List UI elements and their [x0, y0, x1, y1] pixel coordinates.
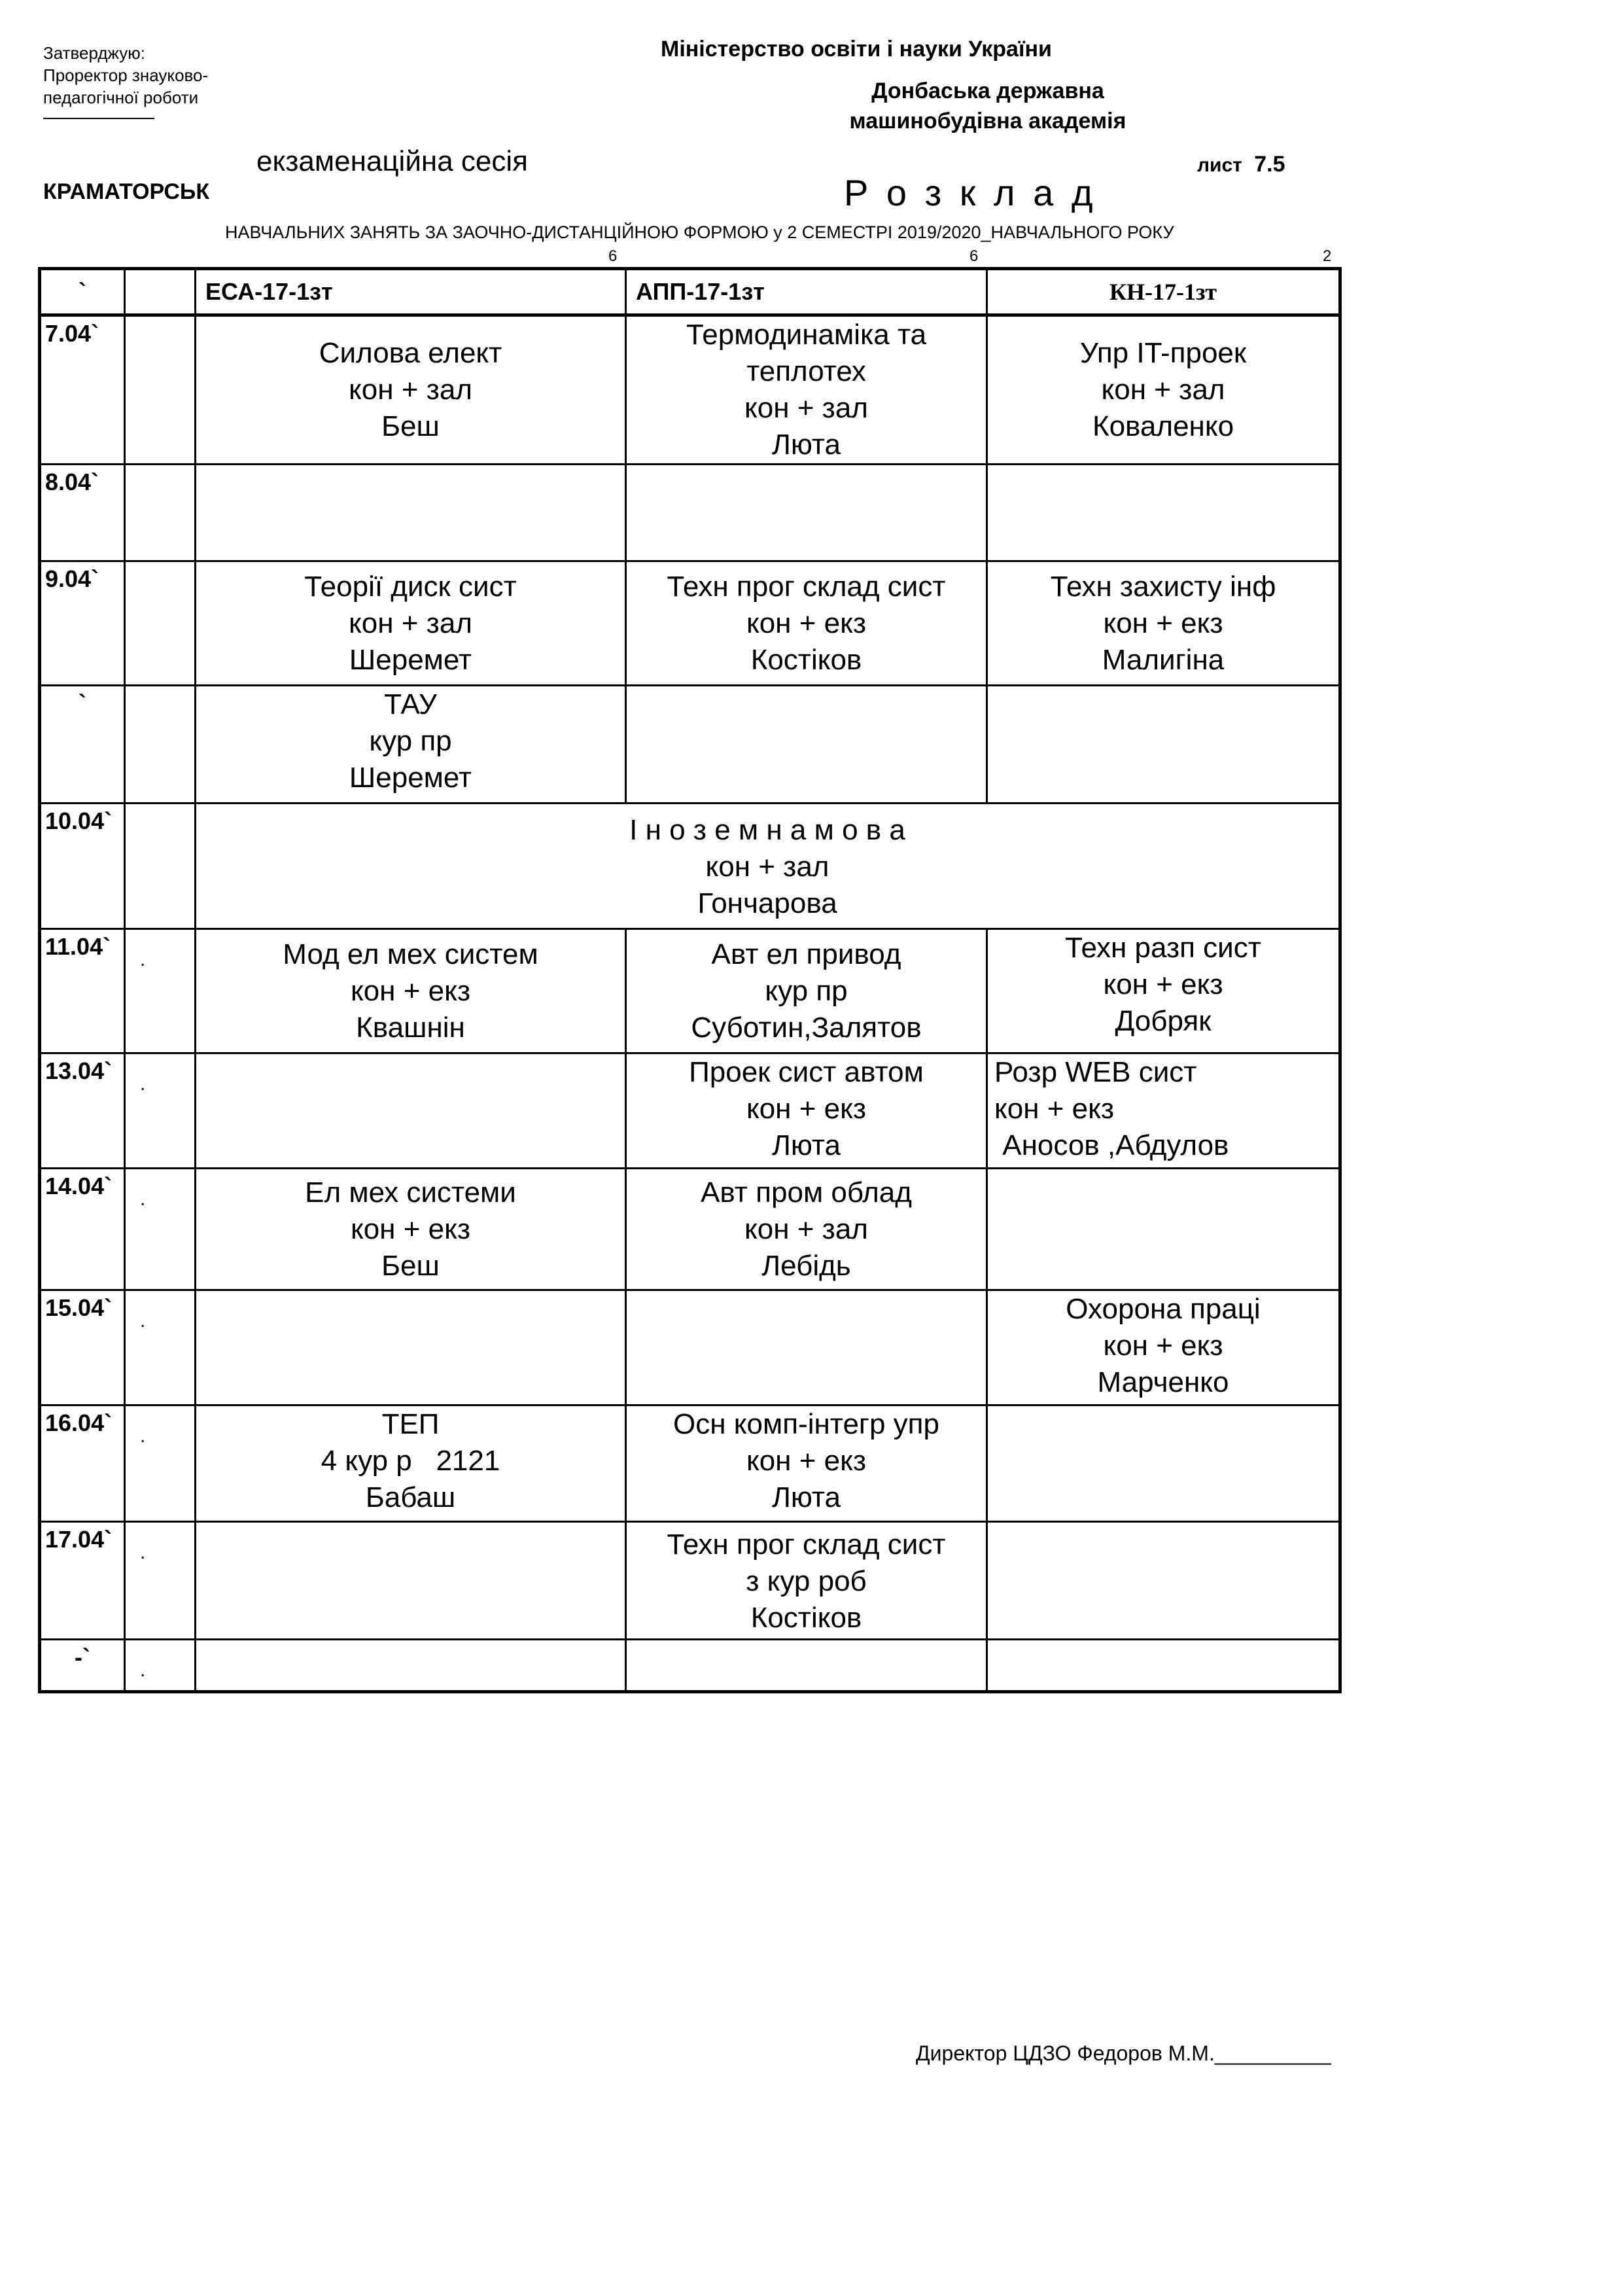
- schedule-table: [38, 267, 1342, 1693]
- table-row: [40, 1053, 1340, 1169]
- date-cell: `: [40, 686, 125, 804]
- subject-name: Техн прог склад сист: [667, 1528, 946, 1561]
- date-cell: 15.04`: [40, 1290, 125, 1405]
- date-cell: 17.04`: [40, 1522, 125, 1640]
- app-cell: [626, 315, 987, 465]
- table-row: [40, 1405, 1340, 1522]
- subject-name-cont: теплотех: [746, 355, 866, 387]
- signature-line: [43, 111, 154, 119]
- merged-cell: [196, 804, 1340, 929]
- mark-cell: .: [125, 929, 196, 1053]
- class-type: 4 кур р 2121: [321, 1445, 500, 1477]
- date-cell: 7.04`: [40, 315, 125, 465]
- esa-cell: [196, 1405, 626, 1522]
- subject-name: Техн разп сист: [1065, 932, 1261, 964]
- date-cell: 16.04`: [40, 1405, 125, 1522]
- teacher-name: Костіков: [750, 1602, 862, 1634]
- date-cell: 13.04`: [40, 1053, 125, 1169]
- mark-cell: [125, 561, 196, 686]
- class-type: кон + екз: [1103, 607, 1223, 639]
- kn-cell: [987, 1405, 1340, 1522]
- esa-cell: [196, 1169, 626, 1290]
- esa-cell: [196, 561, 626, 686]
- esa-cell: [196, 686, 626, 804]
- class-type: кон + екз: [746, 1093, 867, 1125]
- group-header-kn: КН-17-1зт: [987, 269, 1340, 315]
- date-cell: 9.04`: [40, 561, 125, 686]
- teacher-name: Коваленко: [1092, 410, 1234, 442]
- table-row: [40, 804, 1340, 929]
- table-row: [40, 686, 1340, 804]
- teacher-name: Шеремет: [349, 762, 472, 794]
- app-cell: [626, 1290, 987, 1405]
- kn-cell: [987, 686, 1340, 804]
- table-row: [40, 1522, 1340, 1640]
- kn-cell: [987, 1640, 1340, 1692]
- class-type: кон + екз: [746, 1445, 867, 1477]
- kn-cell: [987, 465, 1340, 561]
- group-header-esa: ЕСА-17-1зт: [196, 269, 626, 315]
- sheet-number: 7.5: [1254, 152, 1285, 177]
- esa-cell: [196, 315, 626, 465]
- class-type: кур пр: [369, 725, 452, 757]
- mark-cell: [125, 804, 196, 929]
- teacher-name: Добряк: [1115, 1005, 1212, 1037]
- academy-line-2: машинобудівна академія: [849, 109, 1126, 133]
- teacher-name: Суботин,Залятов: [691, 1012, 922, 1044]
- table-row: [40, 465, 1340, 561]
- table-row: [40, 561, 1340, 686]
- app-cell: [626, 929, 987, 1053]
- director-signature: Директор ЦДЗО Федоров М.М.__________: [916, 2041, 1331, 2065]
- app-cell: [626, 1169, 987, 1290]
- mark-header-cell: [125, 269, 196, 315]
- subject-name: Теорії диск сист: [304, 571, 517, 603]
- table-row: [40, 1640, 1340, 1692]
- group-header-app: АПП-17-1зт: [626, 269, 987, 315]
- mark-cell: .: [125, 1169, 196, 1290]
- sheet-label: [1197, 152, 1285, 177]
- subject-name: Силова елект: [319, 337, 502, 369]
- academy-line-1: Донбаська державна: [871, 79, 1104, 103]
- teacher-name: Костіков: [750, 644, 862, 676]
- kn-cell: [987, 1290, 1340, 1405]
- teacher-name: Беш: [381, 410, 440, 442]
- teacher-name: Квашнін: [356, 1012, 465, 1044]
- kn-cell: [987, 1053, 1340, 1169]
- teacher-name: Шеремет: [349, 644, 472, 676]
- app-cell: [626, 561, 987, 686]
- mark-cell: .: [125, 1522, 196, 1640]
- esa-cell: [196, 1053, 626, 1169]
- sheet-label-text: лист: [1197, 154, 1242, 176]
- mark-cell: .: [125, 1053, 196, 1169]
- subject-name: Техн прог склад сист: [667, 571, 946, 603]
- teacher-name: Беш: [381, 1250, 440, 1282]
- count-esa: 6: [608, 247, 618, 265]
- class-type: кон + зал: [705, 851, 829, 883]
- subject-name: Техн захисту інф: [1050, 571, 1276, 603]
- mark-cell: [125, 315, 196, 465]
- kn-cell: [987, 561, 1340, 686]
- esa-cell: [196, 465, 626, 561]
- teacher-name: Люта: [771, 1129, 841, 1161]
- subject-name: Розр WEB сист: [994, 1056, 1197, 1088]
- subject-name: ТЕП: [381, 1408, 440, 1440]
- class-type: кон + зал: [744, 392, 868, 424]
- kn-cell: [987, 1522, 1340, 1640]
- subject-name: Авт ел привод: [711, 938, 901, 970]
- class-type: з кур роб: [746, 1565, 867, 1597]
- teacher-name: Малигіна: [1102, 644, 1225, 676]
- date-cell: -`: [40, 1640, 125, 1692]
- teacher-name: Люта: [771, 1481, 841, 1513]
- teacher-name: Лебідь: [761, 1250, 851, 1282]
- corner-cell: `: [40, 269, 125, 315]
- approval-line-3: педагогічної роботи: [43, 88, 199, 107]
- kn-cell: [987, 929, 1340, 1053]
- date-cell: 11.04`: [40, 929, 125, 1053]
- class-type: кон + зал: [349, 607, 472, 639]
- teacher-name: Аносов ,Абдулов: [994, 1129, 1229, 1161]
- approval-line-2: Проректор знауково-: [43, 65, 209, 85]
- subject-name: Ел мех системи: [305, 1176, 516, 1209]
- subject-name: ТАУ: [384, 688, 437, 720]
- subject-name: Проек сист автом: [689, 1056, 924, 1088]
- document-title: Р о з к л а д: [844, 172, 1097, 213]
- class-type: кон + екз: [1103, 968, 1223, 1000]
- app-cell: [626, 1522, 987, 1640]
- approval-block: [43, 42, 208, 119]
- subject-name: Термодинаміка та: [686, 319, 927, 351]
- subject-name: Осн комп-інтегр упр: [673, 1408, 939, 1440]
- mark-cell: .: [125, 1640, 196, 1692]
- esa-cell: [196, 1522, 626, 1640]
- teacher-name: Марченко: [1097, 1366, 1229, 1398]
- kn-cell: [987, 315, 1340, 465]
- teacher-name: Гончарова: [697, 887, 837, 919]
- subject-name: Авт пром облад: [701, 1176, 912, 1209]
- subject-name: Охорона праці: [1066, 1293, 1261, 1325]
- table-header-row: [40, 269, 1340, 315]
- app-cell: [626, 686, 987, 804]
- subject-name: Мод ел мех систем: [283, 938, 538, 970]
- class-type: кур пр: [765, 975, 848, 1007]
- mark-cell: [125, 686, 196, 804]
- class-type: кон + зал: [349, 374, 472, 406]
- subject-name: Упр IT-проек: [1079, 337, 1247, 369]
- esa-cell: [196, 929, 626, 1053]
- academy-name: [824, 76, 1151, 136]
- count-kn: 2: [1323, 247, 1332, 265]
- class-type: кон + зал: [744, 1213, 868, 1245]
- date-cell: 8.04`: [40, 465, 125, 561]
- kn-cell: [987, 1169, 1340, 1290]
- table-row: [40, 315, 1340, 465]
- app-cell: [626, 1053, 987, 1169]
- date-cell: 10.04`: [40, 804, 125, 929]
- class-type: кон + зал: [1101, 374, 1225, 406]
- teacher-name: Люта: [771, 429, 841, 461]
- class-type: кон + екз: [1103, 1330, 1223, 1362]
- class-type: кон + екз: [350, 1213, 471, 1245]
- table-row: [40, 929, 1340, 1053]
- esa-cell: [196, 1290, 626, 1405]
- class-type: кон + екз: [350, 975, 471, 1007]
- app-cell: [626, 1405, 987, 1522]
- date-cell: 14.04`: [40, 1169, 125, 1290]
- mark-cell: [125, 465, 196, 561]
- subtitle: НАВЧАЛЬНИХ ЗАНЯТЬ ЗА ЗАОЧНО-ДИСТАНЦІЙНОЮ ФОРМОЮ у 2 СЕМЕСТРІ 2019/2020_НАВЧАЛЬНОГО РОКУ: [225, 222, 1174, 242]
- esa-cell: [196, 1640, 626, 1692]
- mark-cell: .: [125, 1290, 196, 1405]
- session-label: екзаменаційна сесія: [256, 145, 528, 177]
- count-app: 6: [969, 247, 979, 265]
- teacher-name: Бабаш: [365, 1481, 456, 1513]
- app-cell: [626, 465, 987, 561]
- approval-line-1: Затверджую:: [43, 43, 145, 63]
- mark-cell: .: [125, 1405, 196, 1522]
- app-cell: [626, 1640, 987, 1692]
- subject-name: І н о з е м н а м о в а: [629, 814, 905, 846]
- class-type: кон + екз: [746, 607, 867, 639]
- ministry-title: Міністерство освіти і науки України: [661, 37, 1052, 62]
- table-row: [40, 1169, 1340, 1290]
- city-label: КРАМАТОРСЬК: [43, 179, 210, 204]
- table-row: [40, 1290, 1340, 1405]
- class-type: кон + екз: [994, 1093, 1115, 1125]
